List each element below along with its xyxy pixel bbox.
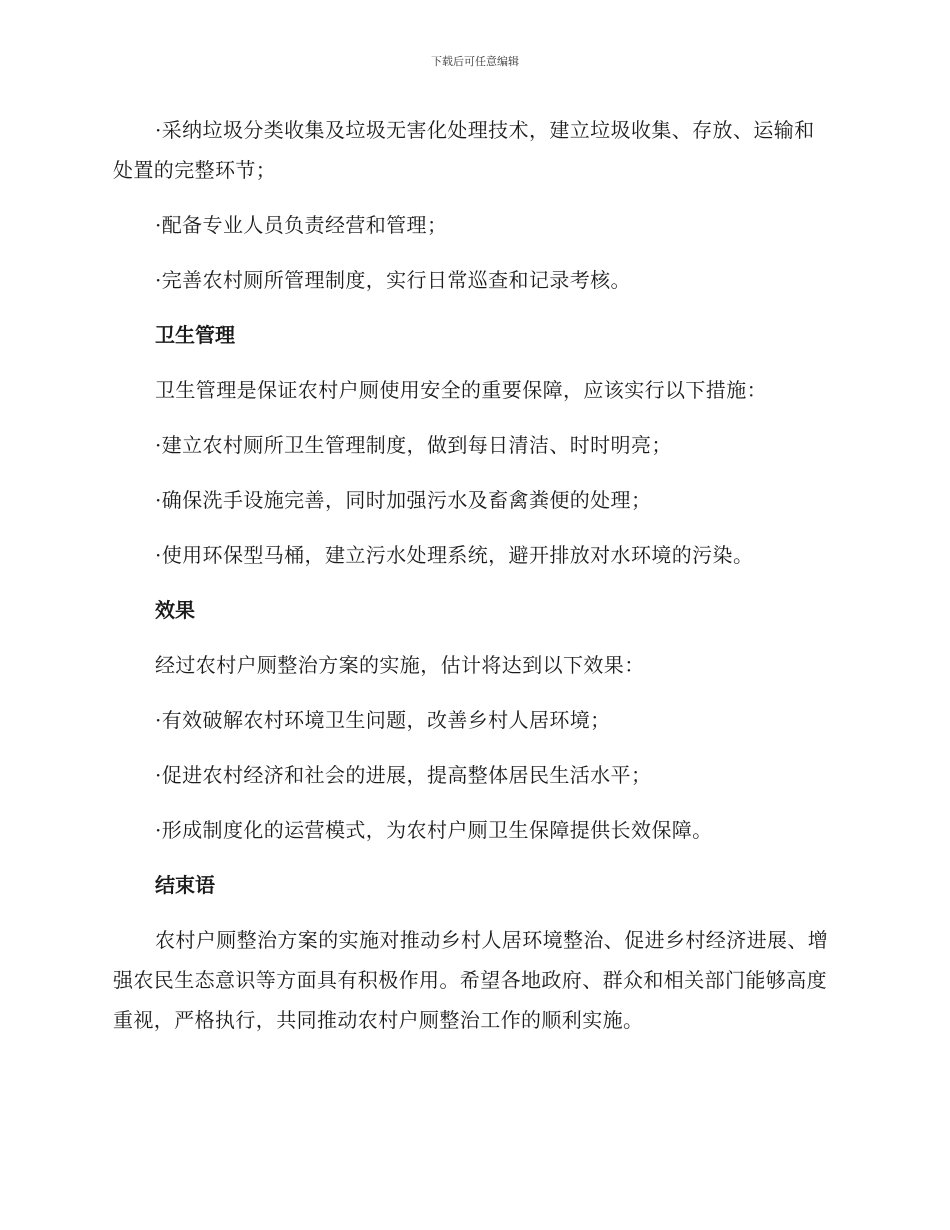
bullet-item-environment: ·有效破解农村环境卫生问题，改善乡村人居环境； — [155, 708, 611, 732]
section-heading-hygiene: 卫生管理 — [155, 323, 235, 347]
bullet-item-operation-mode: ·形成制度化的运营模式，为农村户厕卫生保障提供长效保障。 — [155, 818, 713, 842]
section-heading-conclusion: 结束语 — [155, 873, 215, 897]
document-body — [113, 110, 833, 1055]
bullet-item-eco-toilet: ·使用环保型马桶，建立污水处理系统，避开排放对水环境的污染。 — [155, 543, 754, 567]
bullet-item-management-system: ·完善农村厕所管理制度，实行日常巡查和记录考核。 — [155, 268, 631, 292]
bullet-item-daily-cleaning: ·建立农村厕所卫生管理制度，做到每日清洁、时时明亮； — [155, 433, 672, 457]
bullet-item-economy: ·促进农村经济和社会的进展，提高整体居民生活水平； — [155, 763, 652, 787]
hygiene-intro-paragraph: 卫生管理是保证农村户厕使用安全的重要保障，应该实行以下措施： — [155, 378, 767, 402]
bullet-item-staffing: ·配备专业人员负责经营和管理； — [155, 213, 448, 237]
bullet-item-handwashing: ·确保洗手设施完善，同时加强污水及畜禽粪便的处理； — [155, 488, 652, 512]
bullet-item-garbage-sorting: ·采纳垃圾分类收集及垃圾无害化处理技术，建立垃圾收集、存放、运输和处置的完整环节； — [113, 118, 815, 182]
section-heading-effects: 效果 — [155, 598, 195, 622]
page-header-note: 下载后可任意编辑 — [431, 55, 519, 68]
conclusion-paragraph: 农村户厕整治方案的实施对推动乡村人居环境整治、促进乡村经济进展、增强农民生态意识等方面具有积极作用。希望各地政府、群众和相关部门能够高度重视，严格执行，共同推动农村户厕整治工作的顺利实施。 — [113, 928, 829, 1032]
effects-intro-paragraph: 经过农村户厕整治方案的实施，估计将达到以下效果： — [155, 653, 645, 677]
